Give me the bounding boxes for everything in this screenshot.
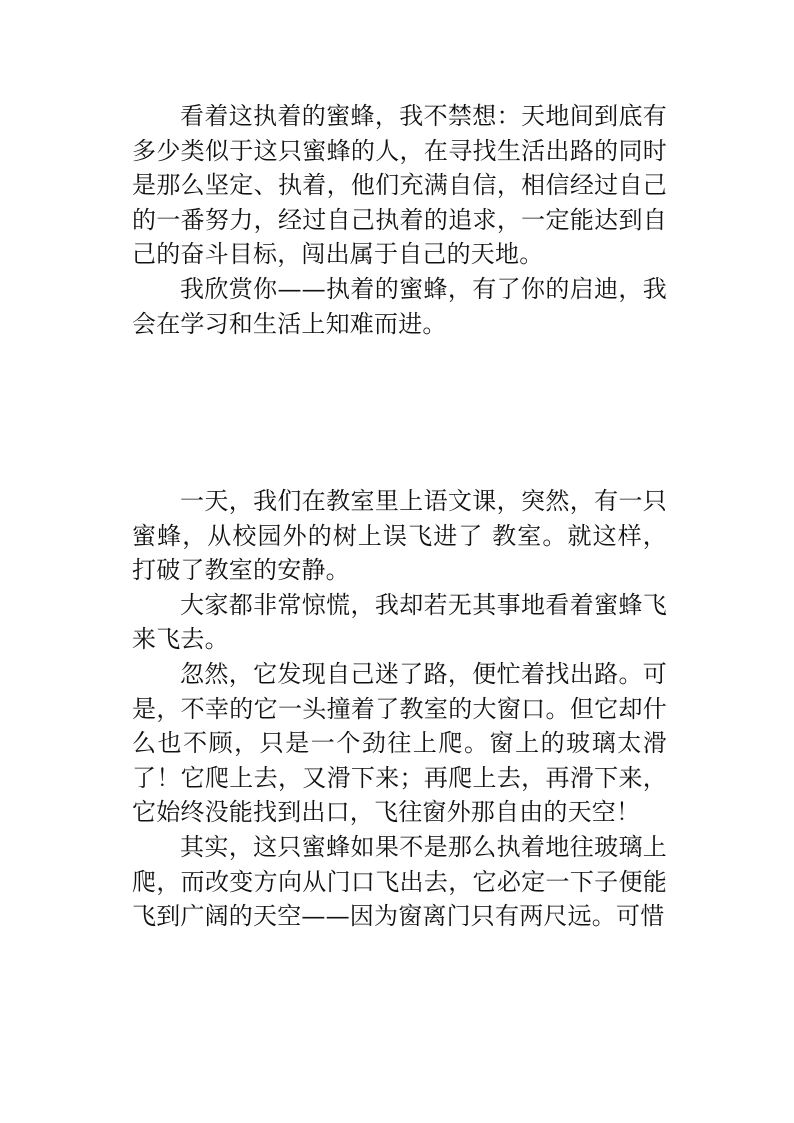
essay-section-narrative: [132, 484, 667, 934]
paragraph: 大家都非常惊慌，我却若无其事地看着蜜蜂飞来飞去。: [132, 590, 667, 654]
essay-section-reflection: [132, 99, 667, 341]
paragraph: 看着这执着的蜜蜂，我不禁想：天地间到底有多少类似于这只蜜蜂的人，在寻找生活出路的同时是那么坚定、执着，他们充满自信，相信经过自己的一番努力，经过自己执着的追求，一定能达到自己的奋斗目标，闯出属于自己的天地。: [132, 102, 667, 269]
paragraph: 我欣赏你——执着的蜜蜂，有了你的启迪，我会在学习和生活上知难而进。: [132, 274, 667, 338]
paragraph: 其实，这只蜜蜂如果不是那么执着地往玻璃上爬，而改变方向从门口飞出去，它必定一下子便能飞到广阔的天空——因为窗离门只有两尺远。可惜: [132, 832, 667, 931]
paragraph: 一天，我们在教室里上语文课，突然，有一只蜜蜂，从校园外的树上误飞进了 教室。就这样，打破了教室的安静。: [132, 487, 667, 585]
paragraph: 忽然，它发现自己迷了路，便忙着找出路。可是，不幸的它一头撞着了教室的大窗口。但它却什么也不顾，只是一个劲往上爬。窗上的玻璃太滑了！它爬上去，又滑下来；再爬上去，再滑下来，它始终没能找到出口，飞往窗外那自由的天空！: [132, 659, 667, 827]
